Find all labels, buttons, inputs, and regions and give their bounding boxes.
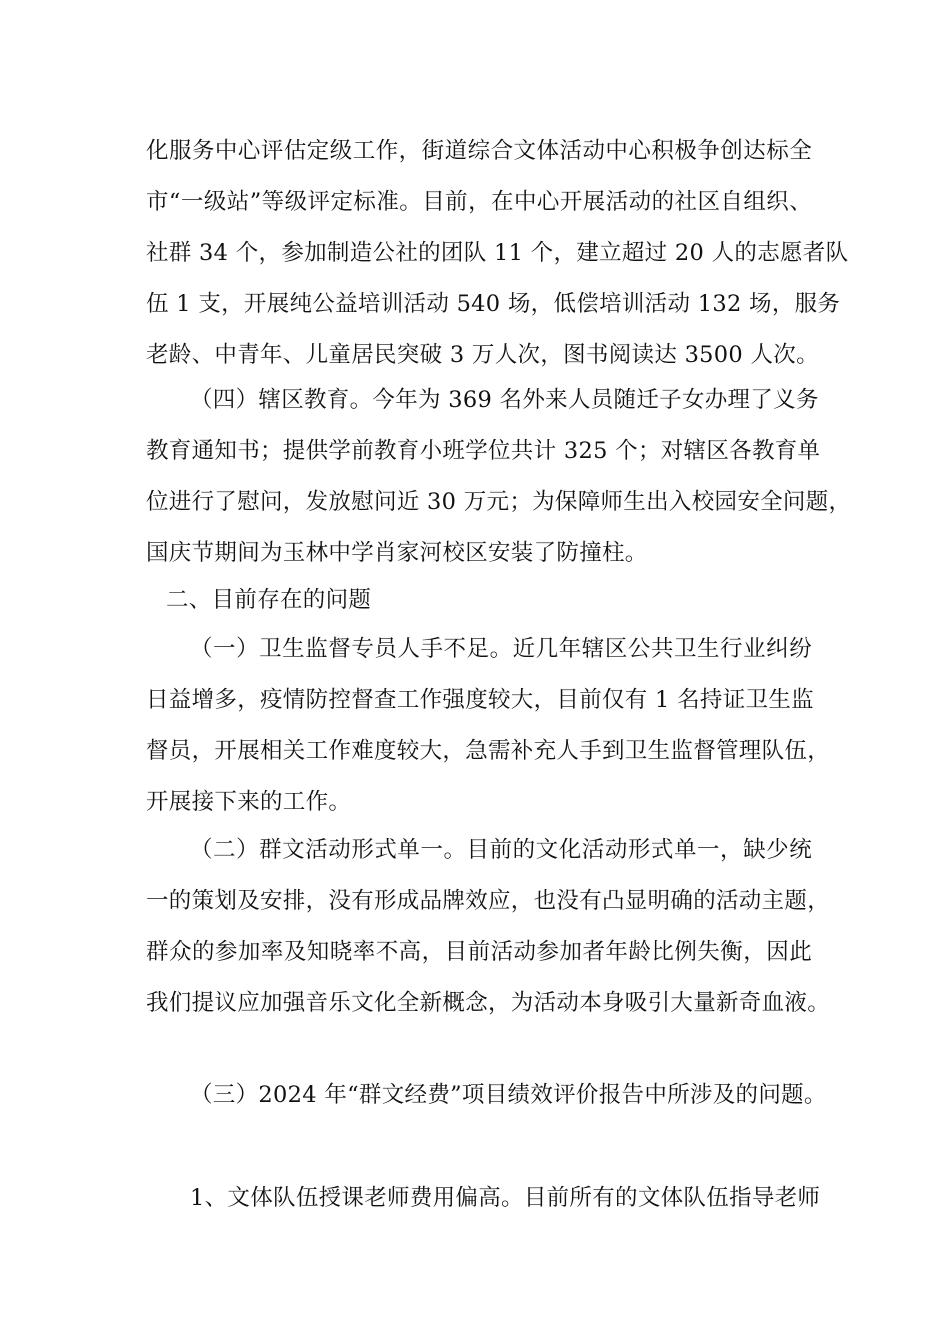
- subsection-heading-funding: （三）2024 年“群文经费”项目绩效评价报告中所涉及的问题。: [190, 1082, 827, 1108]
- text-line: 伍 1 支，开展纯公益培训活动 540 场，低偿培训活动 132 场，服务: [146, 291, 841, 317]
- section-heading-education: （四）辖区教育。今年为 369 名外来人员随迁子女办理了义务: [190, 387, 819, 413]
- subsection-heading-culture: （二）群文活动形式单一。目前的文化活动形式单一，缺少统: [190, 837, 812, 863]
- section-heading-problems: 二、目前存在的问题: [166, 587, 372, 613]
- text-line: 国庆节期间为玉林中学肖家河校区安装了防撞柱。: [146, 540, 648, 566]
- text-line: 市“一级站”等级评定标准。目前，在中心开展活动的社区自组织、: [146, 189, 812, 215]
- text-line: 群众的参加率及知晓率不高，目前活动参加者年龄比例失衡，因此: [146, 939, 812, 965]
- text-line: 日益增多，疫情防控督查工作强度较大，目前仅有 1 名持证卫生监: [146, 687, 814, 713]
- text-line: 开展接下来的工作。: [146, 789, 352, 815]
- subsection-heading-health: （一）卫生监督专员人手不足。近几年辖区公共卫生行业纠纷: [190, 636, 812, 662]
- text-line: 一的策划及安排，没有形成品牌效应，也没有凸显明确的活动主题，: [146, 888, 831, 914]
- list-item-1: 1、文体队伍授课老师费用偏高。目前所有的文体队伍指导老师: [190, 1185, 821, 1211]
- text-line: 化服务中心评估定级工作，街道综合文体活动中心积极争创达标全: [146, 138, 812, 164]
- text-line: 老龄、中青年、儿童居民突破 3 万人次，图书阅读达 3500 人次。: [146, 342, 819, 368]
- text-line: 社群 34 个，参加制造公社的团队 11 个，建立超过 20 人的志愿者队: [146, 240, 849, 266]
- text-line: 督员，开展相关工作难度较大，急需补充人手到卫生监督管理队伍，: [146, 738, 831, 764]
- text-line: 我们提议应加强音乐文化全新概念，为活动本身吸引大量新奇血液。: [146, 990, 831, 1016]
- text-line: 教育通知书；提供学前教育小班学位共计 325 个；对辖区各教育单: [146, 438, 821, 464]
- text-line: 位进行了慰问，发放慰问近 30 万元；为保障师生出入校园安全问题，: [146, 489, 852, 515]
